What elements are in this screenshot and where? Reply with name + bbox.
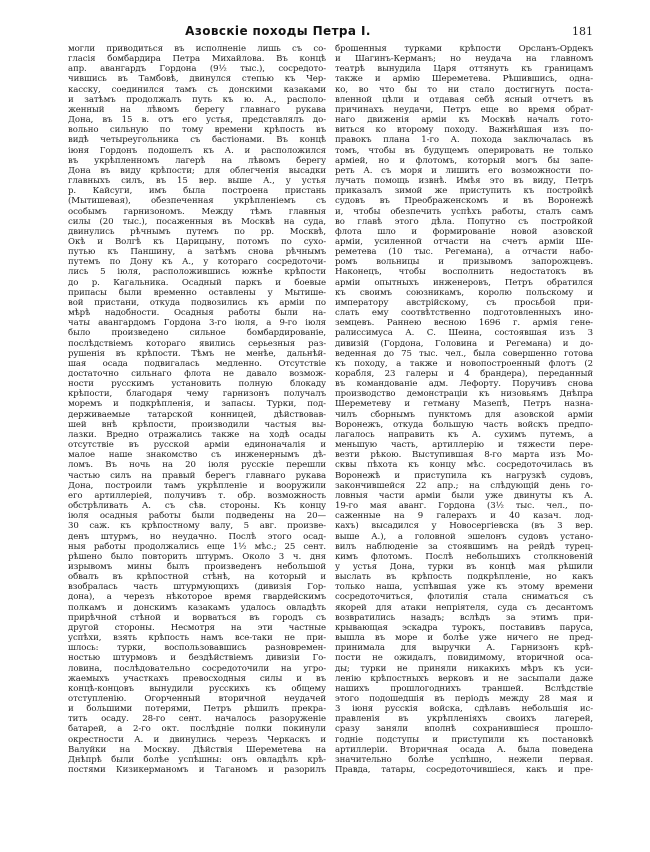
text-line: ныя работы продолжались еще 1½ мѣс.; 25 сент.: [68, 541, 326, 552]
text-line: 19-го мая аванг. Гордона (3½ тыс. чел., по-: [335, 501, 593, 512]
text-line: меньшую часть, артиллерію и тяжести пере-: [335, 440, 593, 451]
text-line: къ походу, а также и новопостроенный флотъ (2: [335, 358, 593, 369]
text-line: возвратились назадъ; вслѣдъ за этимъ при-: [335, 612, 593, 623]
text-line: отсутствіе въ русской арміи единоначалія и: [68, 440, 326, 451]
text-line: императору австрійскому, съ просьбой при-: [335, 297, 593, 308]
text-line: рушенія въ крѣпости. Тѣмъ не менѣе, дальнѣй-: [68, 348, 326, 359]
text-line: батарей, а 2-го окт. послѣдніе полки покинули: [68, 724, 326, 735]
text-line: прирѣчной стѣной и ворваться въ городъ съ: [68, 612, 326, 623]
text-line: кахъ) высадился у Новосергіевска (въ 3 вер.: [335, 521, 593, 532]
text-line: только наша, успѣвшая уже къ этому времени: [335, 582, 593, 593]
text-line: дона), а черезъ нѣкоторое время гвардейскимъ: [68, 592, 326, 603]
text-line: вилъ наблюденіе за стоявшимъ на рейдѣ турец-: [335, 541, 593, 552]
text-line: виться ко второму походу. Важнѣйшая изъ по-: [335, 125, 593, 136]
text-line: ловина, послѣдовательно сосредоточили на угро-: [68, 663, 326, 674]
text-line: 30 саж. къ крѣпостному валу, 5 авг. произве-: [68, 521, 326, 532]
text-line: ловныя части арміи были уже двинуты къ А.: [335, 490, 593, 501]
page-title: Азовскіе походы Петра I.: [185, 24, 371, 38]
text-line: брошенныя турками крѣпости Орсланъ-Ордекъ: [335, 44, 593, 54]
text-line: особымъ гарнизономъ. Между тѣмъ главныя: [68, 206, 326, 217]
text-line: апр. авангардъ Гордона (9½ тыс.), сосредото-: [68, 64, 326, 75]
text-line: также и армію Шереметева. Рѣшившись, одна-: [335, 74, 593, 85]
text-line: полкамъ и донскимъ казакамъ удалось овладѣть: [68, 602, 326, 613]
text-line: путемъ по Дону къ А., у котораго сосредоточи-: [68, 257, 326, 268]
text-line: могли приводиться въ исполненіе лишь съ со-: [68, 44, 326, 54]
text-line: Окѣ и Волгѣ къ Царицыну, потомъ по сухо-: [68, 236, 326, 247]
text-line: частью силъ на правый берегъ главнаго рукава: [68, 470, 326, 481]
text-line: до р. Кагальника. Осадный паркъ и боевые: [68, 277, 326, 288]
text-line: другой стороны. Несмотря на эти частные: [68, 622, 326, 633]
text-line: ды; турки не приняли никакихъ мѣръ къ уси-: [335, 663, 593, 674]
text-line: корабля, 23 галеры и 4 брандера), переданный: [335, 369, 593, 379]
text-line: нашихъ прошлогоднихъ траншей. Вслѣдствіе: [335, 683, 593, 694]
text-line: принимала для выручки А. Гарнизонъ крѣ-: [335, 643, 593, 654]
text-line: сквы пѣхота къ концу мѣс. сосредоточилась въ: [335, 460, 593, 471]
text-line: театрѣ вынудила Царя оттянуть къ границамъ: [335, 64, 593, 75]
text-line: 3 іюня русскія войска, сдѣлавъ небольшія ис-: [335, 704, 593, 715]
text-line: лазки. Вредно отражались также на ходѣ осады: [68, 429, 326, 440]
text-line: и, чтобы обезпечить успѣхъ работы, сталъ самъ: [335, 206, 593, 217]
text-line: жаемыхъ участкахъ превосходныя силы и въ: [68, 673, 326, 684]
text-line: кимъ флотомъ. Послѣ небольшихъ столкновеній: [335, 551, 593, 562]
text-line: вольно сильную по тому времени крѣпость въ: [68, 125, 326, 136]
text-line: ралиссимуса А. С. Шеина, состоявшая изъ 3: [335, 328, 593, 339]
text-line: вышла въ море и болѣе уже ничего не пред-: [335, 633, 593, 644]
text-line: арміей, но и флотомъ, который могъ бы запе-: [335, 155, 593, 166]
text-line: чившись въ Тамбовѣ, двинулся степью къ Чер-: [68, 74, 326, 85]
text-line: отступленію. Огорченный вторичной неудачей: [68, 694, 326, 704]
page-number: 181: [572, 25, 593, 38]
text-line: главныхъ силъ, въ 15 вер. выше А., у устья: [68, 176, 326, 187]
text-line: шая осада подвигалась медленно. Отсутствіе: [68, 358, 326, 369]
text-line: гласія бомбардира Петра Михайлова. Въ концѣ: [68, 54, 326, 65]
text-line: обстрѣливать А. съ сѣв. стороны. Къ концу: [68, 501, 326, 512]
text-line: въ командованіе адм. Лефорту. Поручивъ снова: [335, 379, 593, 390]
text-line: шей внѣ крѣпости, производили частыя вы-: [68, 419, 326, 430]
text-line: реметева (10 тыс. Регемана), а отчасти набо-: [335, 247, 593, 258]
text-line: тить осаду. 28-го сент. началось разоруженіе: [68, 714, 326, 725]
right-column: [335, 44, 593, 775]
text-line: значительно болѣе успѣшно, нежели первая.: [335, 754, 593, 765]
text-line: правленія въ укрѣпленіяхъ своихъ лагерей,: [335, 714, 593, 725]
text-line: якорей для атаки непріятеля, суда съ десантомъ: [335, 602, 593, 613]
text-line: Дона въ виду крѣпости; для облегченія высадки: [68, 165, 326, 176]
text-line: пости не ожидалъ, повидимому, вторичной оса-: [335, 653, 593, 664]
text-line: этого подошедшія въ періодъ между 28 мая и: [335, 694, 593, 704]
text-line: его артиллеріей, получивъ т. обр. возможность: [68, 490, 326, 501]
text-line: изрывомъ мины былъ произведенъ небольшой: [68, 561, 326, 572]
text-line: іюля осадныя работы были подведены на 20—: [68, 511, 326, 522]
text-line: дивизій (Гордона, Головина и Регемана) и до-: [335, 338, 593, 349]
text-line: лись 5 іюля, расположившись южнѣе крѣпости: [68, 267, 326, 278]
text-line: земцевъ. Раннею весною 1696 г. армія гене-: [335, 318, 593, 329]
running-header: [0, 24, 650, 42]
text-line: правокъ плана 1-го А. похода заключалась въ: [335, 135, 593, 146]
text-line: взобралась часть штурмующихъ (дивизія Гор-: [68, 582, 326, 593]
text-line: Днѣпрѣ были болѣе успѣшны: онъ овладѣлъ крѣ-: [68, 754, 326, 765]
text-line: и затѣмъ продолжалъ путь къ ю. А., располо-: [68, 94, 326, 105]
text-line: двинулись рѣчнымъ путемъ по рр. Москвѣ,: [68, 226, 326, 237]
text-line: Дона, построили тамъ укрѣпленіе и вооружили: [68, 480, 326, 491]
text-line: ломъ. Въ ночь на 20 іюля русскіе перешли: [68, 460, 326, 471]
text-line: моремъ и подкрѣпленія, и запасы. Турки, под-: [68, 399, 326, 410]
text-line: малое наше знакомство съ инженернымъ дѣ-: [68, 450, 326, 461]
text-line: флота шло и формированіе новой азовской: [335, 226, 593, 237]
text-line: женный на лѣвомъ берегу главнаго рукава: [68, 104, 326, 115]
text-line: судовъ въ Преображенскомъ и въ Воронежѣ: [335, 196, 593, 207]
text-line: выше А.), а головной эшелонъ судовъ устано-: [335, 531, 593, 542]
text-line: (Мытишевая), обезпеченная укрѣпленіемъ съ: [68, 196, 326, 207]
text-line: Шереметеву и гетману Мазепѣ, Петръ назна-: [335, 399, 593, 410]
text-line: реть А. съ моря и лишить его возможности по-: [335, 165, 593, 176]
text-line: саженные на 9 галерахъ и 40 казач. лод-: [335, 511, 593, 522]
text-line: причинахъ неудачи, Петръ еще во время обрат-: [335, 104, 593, 115]
text-line: силы (20 тыс.), посаженныя въ Москвѣ на суда,: [68, 216, 326, 227]
text-line: чилъ сборнымъ пунктомъ для азовской арміи: [335, 409, 593, 420]
text-line: вленной цѣли и отдавая себѣ ясный отчетъ въ: [335, 94, 593, 105]
text-line: путью къ Паншину, а затѣмъ снова рѣчнымъ: [68, 247, 326, 258]
text-line: лучать помощь извнѣ. Имѣя это въ виду, Петръ: [335, 176, 593, 187]
text-line: видѣ четыреугольника съ бастіонами. Въ концѣ: [68, 135, 326, 146]
text-line: ности русскимъ установить полную блокаду: [68, 379, 326, 390]
text-line: обвалъ въ крѣпостной стѣнѣ, на который и: [68, 572, 326, 583]
text-line: и большими потерями, Петръ рѣшилъ прекра-: [68, 704, 326, 715]
text-line: арміи, усиленной отчасти на счетъ арміи Ше-: [335, 236, 593, 247]
text-line: успѣхи, взять крѣпость намъ все-таки не при-: [68, 633, 326, 644]
text-line: приказалъ зимой же приступить къ постройкѣ: [335, 186, 593, 197]
text-line: достаточно сильнаго флота не давало возмож-: [68, 369, 326, 379]
text-line: ностью штурмовъ и бездѣйствіемъ дивизіи Го-: [68, 653, 326, 664]
text-line: припасы были временно оставлены у Мытише-: [68, 287, 326, 298]
text-line: во главѣ этого дѣла. Попутно съ постройкой: [335, 216, 593, 227]
text-line: выслать въ крѣпость подкрѣпленіе, но какъ: [335, 572, 593, 583]
text-line: томъ, чтобы въ будущемъ оперировать не только: [335, 145, 593, 156]
text-line: въ укрѣпленномъ лагерѣ на лѣвомъ берегу: [68, 155, 326, 166]
text-line: концѣ-концовъ вынудили русскихъ къ общему: [68, 683, 326, 694]
text-line: держиваемые татарской конницей, дѣйствовав-: [68, 409, 326, 420]
text-line: ко, во что бы то ни стало достигнуть поста-: [335, 84, 593, 95]
text-line: р. Кайсуги, имъ была построена пристань: [68, 186, 326, 197]
text-line: шлось: турки, воспользовавшись разновремен-: [68, 643, 326, 654]
text-line: денъ штурмъ, но неудачно. Послѣ этого осад-: [68, 531, 326, 542]
text-columns: [68, 44, 593, 775]
text-line: чаты авангардомъ Гордона 3-го іюля, а 9-го іюля: [68, 318, 326, 329]
text-line: Воронежѣ и приступила къ нагрузкѣ судовъ,: [335, 470, 593, 481]
text-line: закончившейся 22 апр.; на слѣдующій день го-: [335, 480, 593, 491]
text-line: годніе подступы и приступили къ постановкѣ: [335, 734, 593, 745]
text-line: Дона, въ 15 в. отъ его устья, представлялъ до-: [68, 115, 326, 126]
text-line: производство демонстраціи къ низовьямъ Днѣпра: [335, 389, 593, 400]
text-line: артиллеріи. Вторичная осада А. была поведена: [335, 744, 593, 755]
text-line: у устья Дона, турки въ концѣ мая рѣшили: [335, 561, 593, 572]
text-line: послѣдствіемъ котораго явились серьезныя раз-: [68, 338, 326, 349]
text-line: арміи опытныхъ инженеровъ, Петръ обратился: [335, 277, 593, 288]
text-line: сосредоточиться, флотилія стала сниматься съ: [335, 592, 593, 603]
text-line: касску, соединился тамъ съ донскими казаками: [68, 84, 326, 95]
text-line: Валуйки на Москву. Дѣйствія Шереметева на: [68, 744, 326, 755]
text-line: рѣшено было повторить штурмъ. Около 3 ч. дня: [68, 551, 326, 562]
text-line: и Шагинъ-Керманъ; но неудача на главномъ: [335, 54, 593, 65]
text-line: Воронежъ, откуда большую часть войскъ предпо-: [335, 419, 593, 430]
text-line: ромъ вольницы и призывомъ запорожцевъ.: [335, 257, 593, 268]
text-line: крывающая эскадра турокъ, поставивъ паруса,: [335, 622, 593, 633]
text-line: ленію крѣпостныхъ верковъ и не засыпали даже: [335, 673, 593, 684]
text-line: Правда, татары, сосредоточившіеся, какъ и пре-: [335, 765, 593, 776]
text-line: мѣрѣ надобности. Осадныя работы были на-: [68, 308, 326, 319]
text-line: везти рѣкою. Выступившая 8-го марта изъ Мо-: [335, 450, 593, 461]
text-line: окрестности А. и двинулись черезъ Черкаскъ и: [68, 734, 326, 745]
text-line: Наконецъ, чтобы восполнить недостатокъ въ: [335, 267, 593, 278]
text-line: наго движенія арміи къ Москвѣ началъ гото-: [335, 115, 593, 126]
text-line: постями Кизикерманомъ и Таганомъ и разорилъ: [68, 765, 326, 776]
text-line: слать ему соотвѣтственно подготовленныхъ ино-: [335, 308, 593, 319]
left-column: [68, 44, 326, 775]
text-line: крѣпости, благодаря чему гарнизонъ получалъ: [68, 389, 326, 400]
text-line: веденная до 75 тыс. чел., была совершенно готова: [335, 348, 593, 359]
text-line: іюня Гордонъ подошелъ къ А. и расположился: [68, 145, 326, 156]
text-line: къ своимъ союзникамъ, королю польскому и: [335, 287, 593, 298]
text-line: было произведено сильное бомбардированіе,: [68, 328, 326, 339]
text-line: лагалось направить къ А. сухимъ путемъ, а: [335, 429, 593, 440]
text-line: сразу заняли вполнѣ сохранившіеся прошло-: [335, 724, 593, 735]
text-line: вой пристани, откуда подвозились къ арміи по: [68, 297, 326, 308]
